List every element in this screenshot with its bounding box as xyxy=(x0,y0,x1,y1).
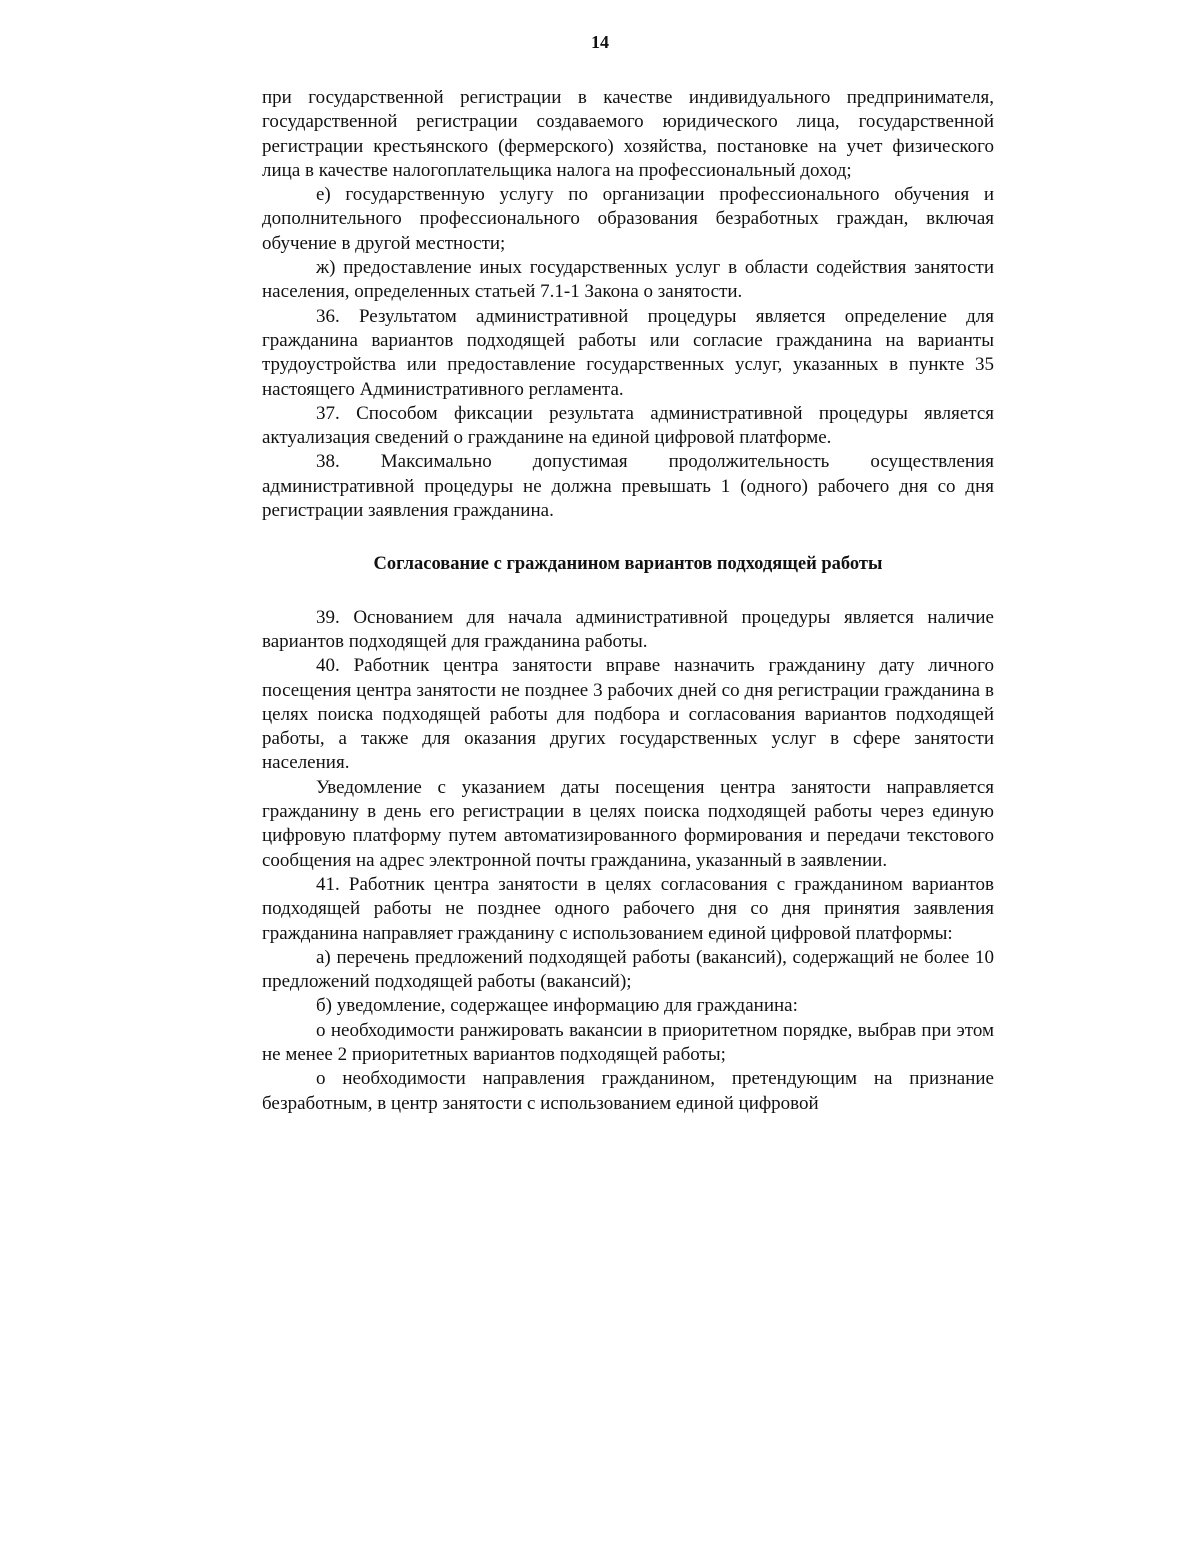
paragraph: о необходимости ранжировать вакансии в приоритетном порядке, выбрав при этом не менее 2 приоритетных вариантов подходящей работы; xyxy=(262,1019,994,1065)
section-heading: Согласование с гражданином вариантов подходящей работы xyxy=(373,554,883,575)
paragraph: ж) предоставление иных государственных услуг в области содействия занятости населения, определенных статьей 7.1-1 Закона о занятости. xyxy=(262,257,994,303)
page-number: 14 xyxy=(591,32,609,52)
paragraph: 41. Работник центра занятости в целях согласования с гражданином вариантов подходящей работы не позднее одного рабочего дня со дня принятия заявления гражданина направляет гражданину с использованием единой цифровой платформы: xyxy=(262,873,994,944)
paragraph: е) государственную услугу по организации профессионального обучения и дополнительного профессионального образования безработных граждан, включая обучение в другой местности; xyxy=(262,184,994,254)
paragraph: 36. Результатом административной процедуры является определение для гражданина вариантов подходящей работы или согласие гражданина на варианты трудоустройства или предоставление государственных услуг, указанных в пункте 35 настоящего Административного регламента. xyxy=(262,305,994,400)
paragraph: 39. Основанием для начала административной процедуры является наличие вариантов подходящей для гражданина работы. xyxy=(262,606,994,652)
paragraph: б) уведомление, содержащее информацию для гражданина: xyxy=(316,995,798,1017)
paragraph: 38. Максимально допустимая продолжительность осуществления административной процедуры не должна превышать 1 (одного) рабочего дня со дня регистрации заявления гражданина. xyxy=(262,451,994,522)
document-body xyxy=(262,86,994,1116)
paragraph: при государственной регистрации в качестве индивидуального предпринимателя, государственной регистрации создаваемого юридического лица, государственной регистрации крестьянского (фермерского) хозяйства, постановке на учет физического лица в качестве налогоплательщика налога на профессиональный доход; xyxy=(262,87,994,181)
paragraph: о необходимости направления гражданином, претендующим на признание безработным, в центр занятости с использованием единой цифровой xyxy=(262,1068,994,1114)
paragraph: 40. Работник центра занятости вправе назначить гражданину дату личного посещения центра занятости не позднее 3 рабочих дней со дня регистрации гражданина в целях поиска подходящей работы для подбора и согласования вариантов подходящей работы, а также для оказания других государственных услуг в сфере занятости населения. xyxy=(262,655,994,774)
paragraph: а) перечень предложений подходящей работы (вакансий), содержащий не более 10 предложений подходящей работы (вакансий); xyxy=(262,946,994,993)
paragraph: 37. Способом фиксации результата административной процедуры является актуализация сведений о гражданине на единой цифровой платформе. xyxy=(262,402,994,449)
paragraph: Уведомление с указанием даты посещения центра занятости направляется гражданину в день его регистрации в целях поиска подходящей работы через единую цифровую платформу путем автоматизированного формирования и передачи текстового сообщения на адрес электронной почты гражданина, указанный в заявлении. xyxy=(262,776,994,871)
